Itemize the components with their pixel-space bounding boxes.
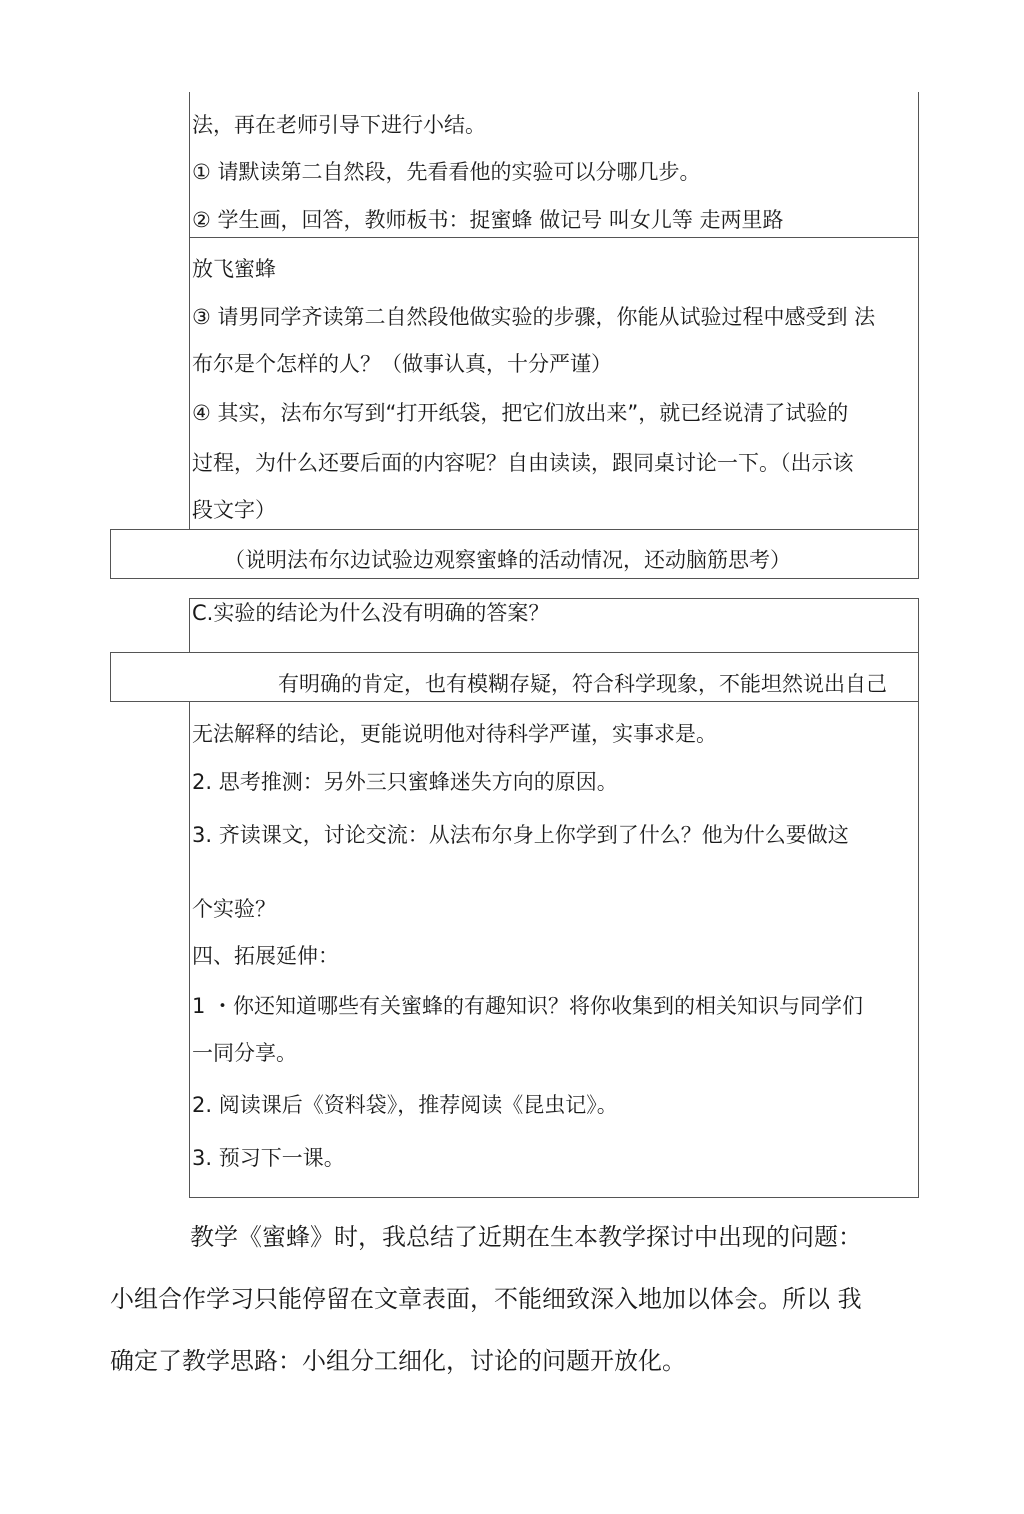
table-line: （说明法布尔边试验边观察蜜蜂的活动情况，还动脑筋思考） <box>224 548 791 572</box>
body-paragraph-line: 教学《蜜蜂》时，我总结了近期在生本教学探讨中出现的问题： <box>190 1223 862 1251</box>
table-line: 有明确的肯定，也有模糊存疑，符合科学现象，不能坦然说出自己 <box>278 672 887 696</box>
table-line: 2. 阅读课后《资料袋》，推荐阅读《昆虫记》。 <box>192 1093 618 1117</box>
table-line: 布尔是个怎样的人？（做事认真，十分严谨） <box>192 352 612 376</box>
table-line: 1 ・你还知道哪些有关蜜蜂的有趣知识？将你收集到的相关知识与同学们 <box>192 994 864 1018</box>
table-line: ④ 其实，法布尔写到“打开纸袋，把它们放出来”，就已经说清了试验的 <box>192 401 849 425</box>
table-line: C.实验的结论为什么没有明确的答案？ <box>192 601 550 625</box>
table-line: ③ 请男同学齐读第二自然段他做实验的步骤，你能从试验过程中感受到 法 <box>192 305 876 329</box>
table-line: 四、拓展延伸： <box>192 944 339 968</box>
table-line: 3. 预习下一课。 <box>192 1146 345 1170</box>
table-line: 2. 思考推测：另外三只蜜蜂迷失方向的原因。 <box>192 770 618 794</box>
table-line: 个实验？ <box>192 897 276 921</box>
table-line: 过程，为什么还要后面的内容呢？自由读读，跟同桌讨论一下。（出示该 <box>192 451 854 475</box>
table-line: 无法解释的结论，更能说明他对待科学严谨，实事求是。 <box>192 722 717 746</box>
table-line: 3. 齐读课文，讨论交流：从法布尔身上你学到了什么？他为什么要做这 <box>192 823 849 847</box>
table-line: ② 学生画，回答，教师板书：捉蜜蜂 做记号 叫女儿等 走两里路 <box>192 208 784 232</box>
table-line: 段文字） <box>192 498 276 522</box>
table-line: 法，再在老师引导下进行小结。 <box>192 113 486 137</box>
table-line: 放飞蜜蜂 <box>192 257 276 281</box>
table-line: ① 请默读第二自然段，先看看他的实验可以分哪几步。 <box>192 160 701 184</box>
table-line: 一同分享。 <box>192 1041 297 1065</box>
body-paragraph-line: 小组合作学习只能停留在文章表面，不能细致深入地加以体会。所以 我 <box>110 1285 862 1313</box>
body-paragraph-line: 确定了教学思路：小组分工细化，讨论的问题开放化。 <box>110 1347 686 1375</box>
